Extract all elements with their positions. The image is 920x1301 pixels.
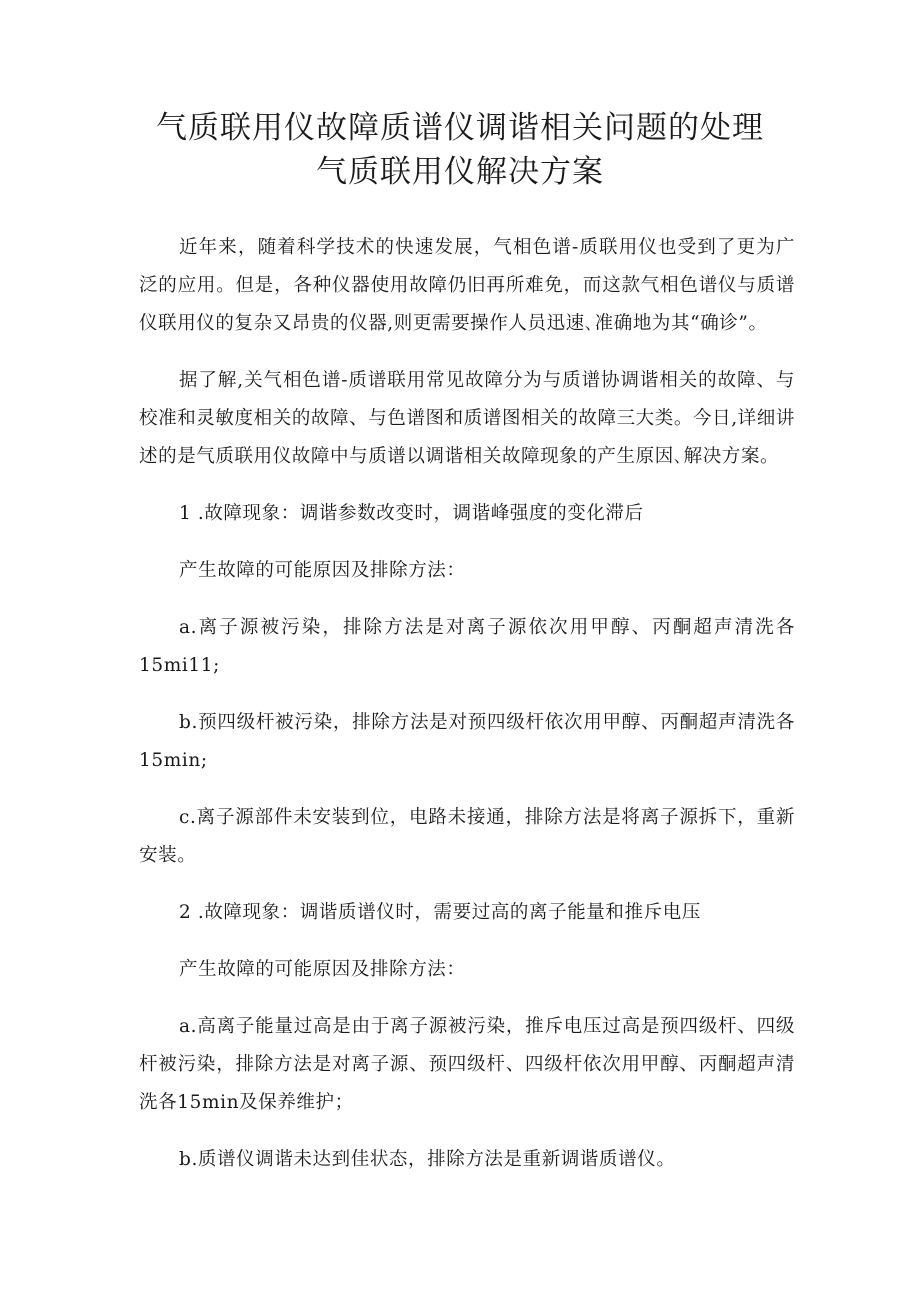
fault-2-item-b: b.质谱仪调谐未达到佳状态，排除方法是重新调谐质谱仪。: [179, 1149, 676, 1170]
fault-1-item-b: b.预四级杆被污染，排除方法是对预四级杆依次用甲醇、丙酮超声清洗各15min;: [139, 712, 795, 771]
document-title-line-2: 气质联用仪解决方案: [316, 154, 604, 190]
fault-1-item-a: a.离子源被污染，排除方法是对离子源依次用甲醇、丙酮超声清洗各15mi11;: [139, 617, 795, 676]
fault-heading-1: 1 .故障现象：调谐参数改变时，调谐峰强度的变化滞后: [179, 503, 644, 524]
fault-2-item-a: a.高离子能量过高是由于离子源被污染，推斥电压过高是预四级杆、四级杆被污染，排除方法是对离子源、预四级杆、四级杆依次用甲醇、丙酮超声清洗各15min及保养维护；: [139, 1016, 795, 1113]
fault-heading-2: 2 .故障现象：调谐质谱仪时，需要过高的离子能量和推斥电压: [179, 902, 701, 923]
cause-heading-2: 产生故障的可能原因及排除方法：: [179, 959, 466, 980]
document-body: [139, 229, 795, 1198]
paragraph-overview: 据了解,关气相色谱-质谱联用常见故障分为与质谱协调谐相关的故障、与校准和灵敏度相关的故障、与色谱图和质谱图相关的故障三大类。今日,详细讲述的是气质联用仪故障中与质谱以调谐相关故障现象的产生原因､解决方案。: [139, 370, 795, 467]
document-title-line-1: 气质联用仪故障质谱仪调谐相关问题的处理: [156, 110, 764, 146]
cause-heading-1: 产生故障的可能原因及排除方法：: [179, 560, 466, 581]
paragraph-intro: 近年来，随着科学技术的快速发展，气相色谱-质联用仪也受到了更为广泛的应用。但是，各种仪器使用故障仍旧再所难免，而这款气相色谱仪与质谱仪联用仪的复杂又昂贵的仪器,则更需要操作人员迅速､准确地为其“确诊”。: [139, 237, 795, 334]
fault-1-item-c: c.离子源部件未安装到位，电路未接通，排除方法是将离子源拆下，重新安装。: [139, 807, 795, 866]
